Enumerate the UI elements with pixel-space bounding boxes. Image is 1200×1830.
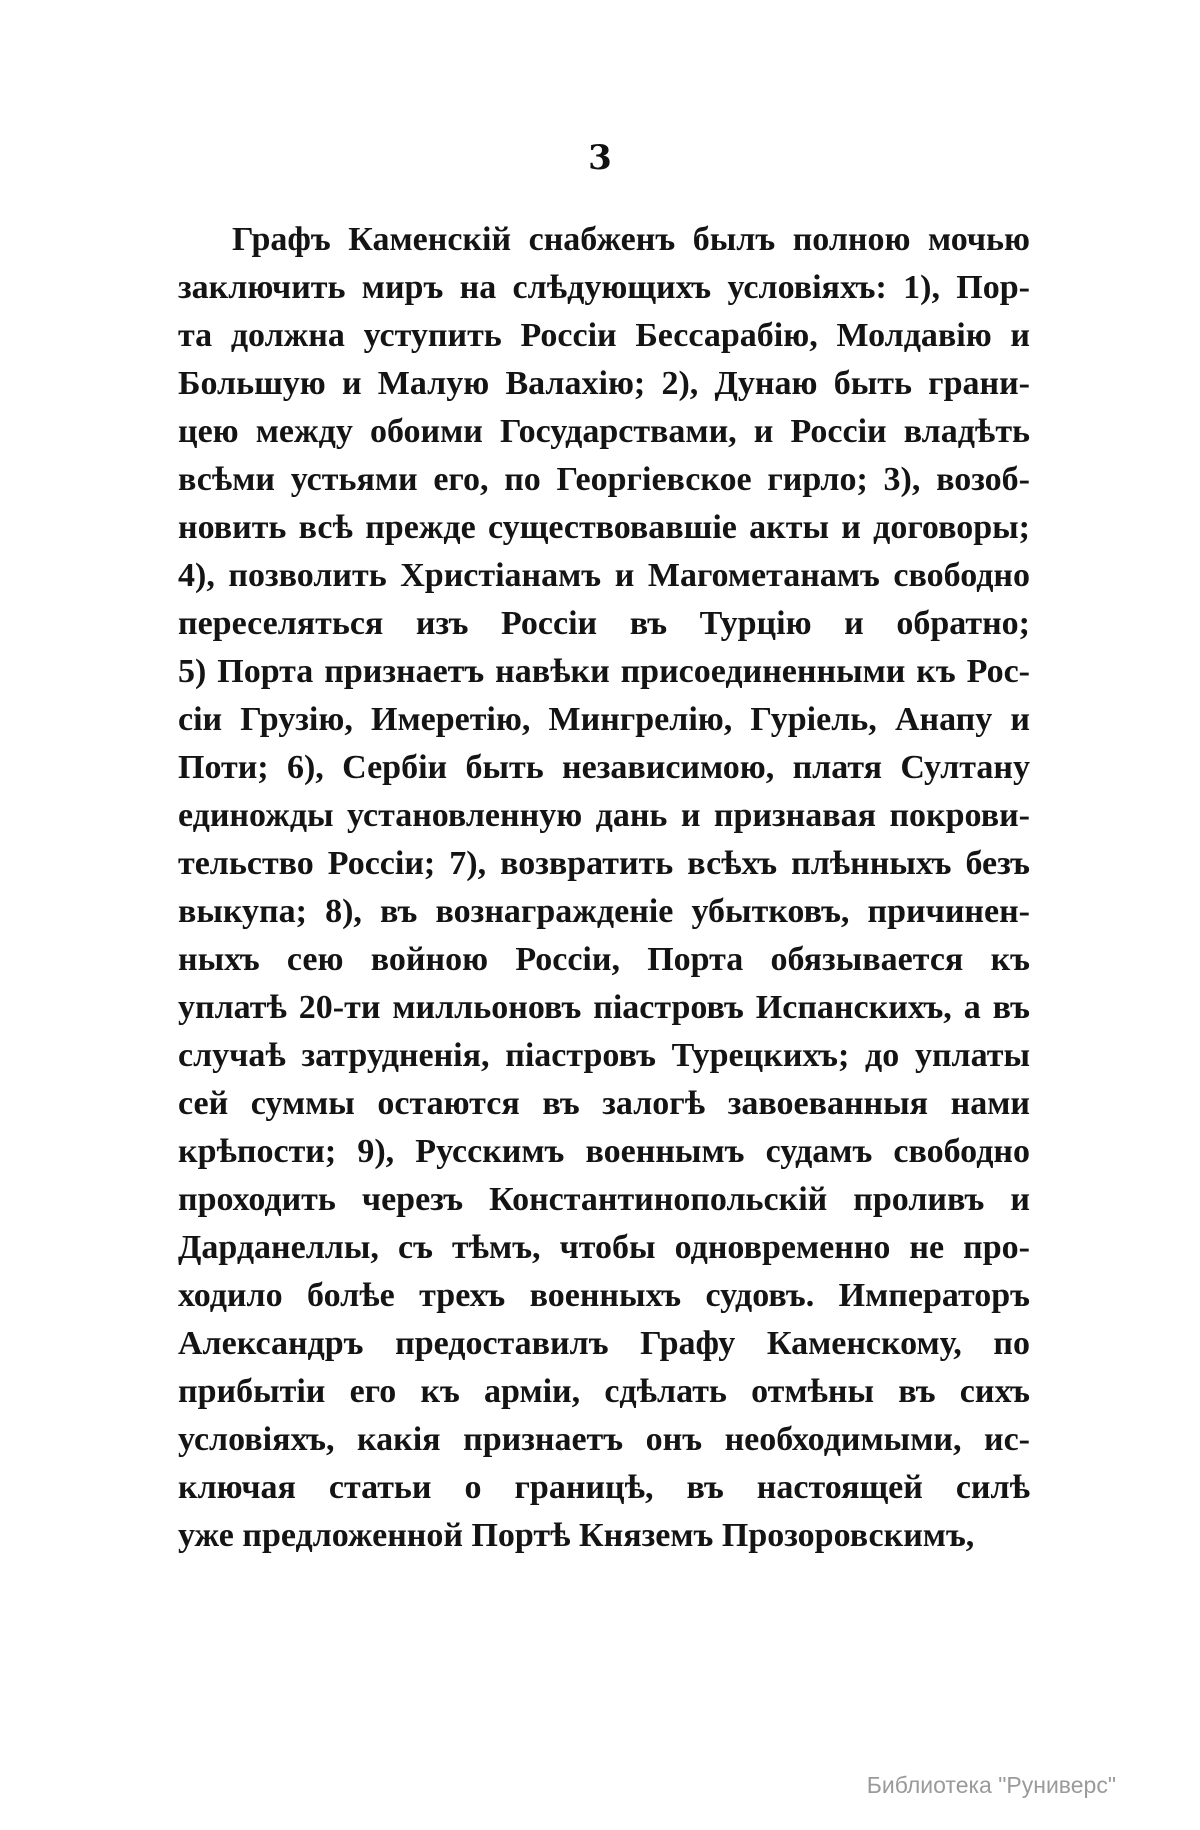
text-line: уплатѣ 20-ти милльоновъ піастровъ Испанскихъ, а въ [178,989,1030,1026]
text-line: прибытіи его къ арміи, сдѣлать отмѣны въ сихъ [178,1373,1030,1410]
text-line: сіи Грузію, Имеретію, Мингрелію, Гуріель, Анапу и [178,701,1030,738]
text-line: 5) Порта признаетъ навѣки присоединенными къ Рос- [178,653,1030,690]
text-line: Александръ предоставилъ Графу Каменскому, по [178,1325,1030,1362]
text-line: уже предложенной Портѣ Княземъ Прозоровскимъ, [178,1517,975,1554]
text-line: ключая статьи о границѣ, въ настоящей силѣ [178,1469,1030,1506]
page-number: 3 [588,138,612,178]
text-line: новить всѣ прежде существовавшіе акты и договоры; [178,509,1030,546]
text-line: случаѣ затрудненія, піастровъ Турецкихъ; до уплаты [178,1037,1030,1074]
text-line: та должна уступить Россіи Бессарабію, Молдавію и [178,317,1030,354]
text-line: Большую и Малую Валахію; 2), Дунаю быть грани- [178,365,1030,402]
text-line: цею между обоими Государствами, и Россіи владѣть [178,413,1030,450]
text-line: крѣпости; 9), Русскимъ военнымъ судамъ свободно [178,1133,1030,1170]
text-line: единожды установленную дань и признавая покрови- [178,797,1030,834]
text-line: заключить миръ на слѣдующихъ условіяхъ: 1), Пор- [178,269,1030,306]
text-line: ныхъ сею войною Россіи, Порта обязывается къ [178,941,1030,978]
text-line: всѣми устьями его, по Георгіевское гирло; 3), возоб- [178,461,1030,498]
text-line: сей суммы остаются въ залогѣ завоеванныя нами [178,1085,1030,1122]
text-line: выкупа; 8), въ вознагражденіе убытковъ, причинен- [178,893,1030,930]
text-line: Дарданеллы, съ тѣмъ, чтобы одновременно не про- [178,1229,1030,1266]
text-line: условіяхъ, какія признаетъ онъ необходимыми, ис- [178,1421,1030,1458]
library-watermark: Библиотека "Руниверс" [866,1772,1116,1798]
text-line: Графъ Каменскій снабженъ былъ полною мочью [232,221,1030,258]
text-line: ходило болѣе трехъ военныхъ судовъ. Императоръ [178,1277,1030,1314]
text-line: тельство Россіи; 7), возвратить всѣхъ плѣнныхъ безъ [178,845,1030,882]
text-line: 4), позволить Христіанамъ и Магометанамъ свободно [178,557,1030,594]
text-line: проходить черезъ Константинопольскій проливъ и [178,1181,1030,1218]
text-line: переселяться изъ Россіи въ Турцію и обратно; [178,605,1030,642]
text-line: Поти; 6), Сербіи быть независимою, платя Султану [178,749,1030,786]
